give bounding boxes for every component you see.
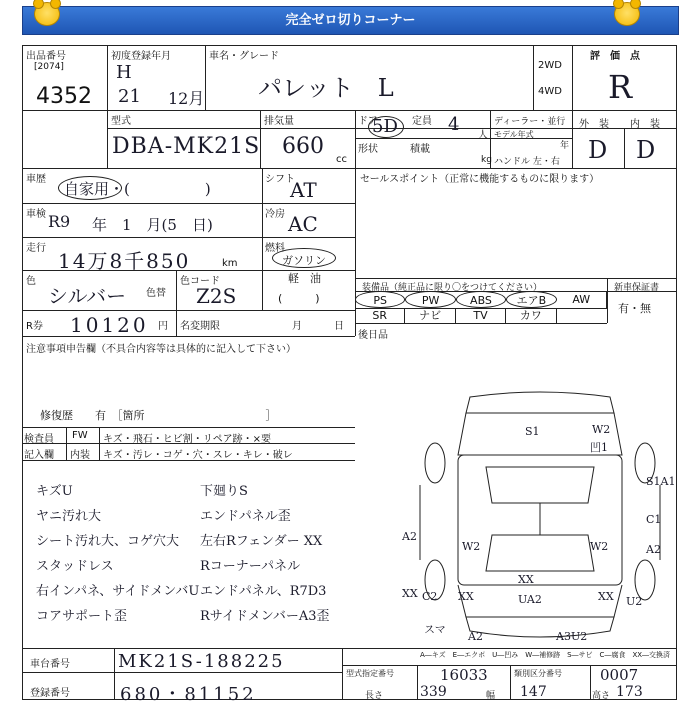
diagram-mark: C2 — [422, 590, 438, 603]
height-label: 高さ — [592, 691, 611, 701]
inspector-label: 検査員 — [24, 434, 54, 445]
displacement-label: 排気量 — [264, 116, 294, 127]
spec-number: 16033 — [440, 666, 488, 684]
diagram-mark: S1 — [525, 425, 540, 438]
handwritten-note: Rコーナーパネル — [200, 559, 301, 574]
capacity-value: 4 — [448, 114, 460, 135]
ac-label: 冷房 — [265, 209, 285, 220]
diagram-mark: UA2 — [518, 593, 542, 606]
lot-sub-number: [2074] — [34, 62, 64, 72]
inspection-date: 年 1 月(5 日) — [92, 216, 213, 234]
handwritten-note: キズU — [36, 484, 73, 499]
diagram-mark: C1 — [646, 513, 662, 526]
lot-number: 4352 — [36, 84, 92, 109]
fuel-gasoline: ガソリン — [282, 254, 326, 267]
capacity-unit: 人 — [478, 130, 488, 141]
first-registration-era: H — [116, 62, 132, 83]
handwritten-note: 右インパネ、サイドメンバU — [36, 584, 200, 599]
mileage-value: 14万8千850 — [58, 249, 191, 273]
diagram-legend: A―キズ E―エクボ U―凹み W―補修跡 S―サビ C―腐食 XX―交換済 — [420, 651, 671, 659]
diagram-mark: S1A1 — [646, 475, 676, 488]
handwritten-note: RサイドメンバーA3歪 — [200, 609, 330, 624]
usage-label: 車歴 — [26, 174, 46, 185]
diagram-mark: XX — [402, 587, 418, 600]
diagram-mark: A3U2 — [556, 630, 588, 643]
class-number: 0007 — [600, 666, 639, 684]
equipment-cell: SR — [355, 308, 405, 323]
equipment-label: 装備品（純正品に限り〇をつけてください） — [362, 283, 543, 293]
mileage-unit: km — [222, 258, 238, 269]
equipment-cell: AW — [557, 291, 607, 308]
diagram-mark: W2 — [590, 540, 609, 553]
diagram-mark: W2 — [592, 423, 611, 436]
length-label: 長さ — [365, 691, 384, 701]
exterior-score: D — [588, 136, 608, 164]
door-label: ドア — [358, 116, 378, 127]
name-change-label: 名変期限 — [180, 321, 220, 332]
diagram-mark: XX — [458, 590, 474, 603]
repair-history: 修復歴 有 ［箇所 ］ — [40, 409, 277, 422]
usage-circle — [58, 176, 122, 200]
handwritten-note: エンドパネル歪 — [200, 509, 291, 524]
recycle-unit: 円 — [158, 321, 168, 332]
color-code-value: Z2S — [196, 284, 237, 308]
chassis-number: MK21S-188225 — [118, 651, 285, 672]
handle-label: ハンドル 左・右 — [494, 157, 560, 167]
handwritten-note: エンドパネル、R7D3 — [200, 584, 327, 599]
class-label: 類別区分番号 — [514, 669, 562, 678]
model-type-label: 型式 — [111, 116, 131, 127]
entry-label: 記入欄 — [24, 450, 54, 461]
banner — [22, 6, 679, 35]
car-name-grade: パレット L — [258, 74, 394, 102]
notes-label: 注意事項申告欄（不具合内容等は具体的に記入して下さい） — [26, 344, 296, 355]
inspection-era: R9 — [48, 212, 71, 231]
exterior-label: 外 装 — [579, 119, 609, 130]
load-label: 積載 — [410, 144, 430, 155]
bear-mascot-icon-right — [614, 2, 640, 26]
first-registration-month: 12月 — [168, 89, 205, 108]
handwritten-note: 左右Rフェンダー XX — [200, 534, 323, 549]
lot-label: 出品番号 — [26, 51, 66, 62]
fuel-circle — [272, 248, 336, 268]
equipment-cell: PW — [405, 291, 455, 308]
bear-mascot-icon-left — [34, 2, 60, 26]
evaluation-label: 評 価 点 — [590, 51, 640, 62]
diagram-mark: A2 — [402, 530, 417, 543]
model-year-label: モデル年式 — [494, 130, 534, 139]
shift-value: AT — [290, 178, 317, 202]
recycle-amount: 10120 — [70, 313, 149, 337]
door-value: 5D — [372, 116, 398, 137]
interior-legend: キズ・汚レ・コゲ・穴・スレ・キレ・破レ — [103, 450, 293, 461]
dealer-label: ディーラー・並行 — [494, 117, 566, 127]
car-damage-diagram — [400, 385, 677, 647]
warranty-label: 新車保証書 — [614, 283, 660, 293]
name-change-day: 日 — [334, 321, 344, 332]
equipment-cell: TV — [456, 308, 506, 323]
evaluation-score: R — [608, 68, 633, 106]
handwritten-note: スタッドレス — [36, 559, 114, 574]
back-seat-label: 後日品 — [358, 330, 388, 341]
interior-label: 内 装 — [630, 119, 660, 130]
fuel-other: ( ) — [278, 292, 320, 305]
equipment-cell: ナビ — [405, 308, 455, 323]
handwritten-notes — [22, 480, 392, 640]
diagram-mark: 凹1 — [590, 441, 608, 454]
color-type-label: 色替 — [146, 288, 166, 299]
capacity-label: 定員 — [412, 116, 432, 127]
handwritten-note: シート汚れ大、コゲ穴大 — [36, 534, 180, 549]
length-value: 339 — [420, 684, 447, 700]
equipment-cell: カワ — [506, 308, 556, 323]
model-year-suffix: 年 — [560, 141, 570, 151]
shift-label: シフト — [265, 174, 295, 185]
warranty-value: 有・無 — [618, 302, 651, 315]
model-type: DBA-MK21S — [112, 134, 261, 159]
equipment-cell: PS — [355, 291, 405, 308]
height-value: 173 — [616, 684, 643, 700]
mileage-label: 走行 — [26, 243, 46, 254]
shape-label: 形状 — [358, 144, 378, 155]
diagram-mark: U2 — [626, 595, 643, 608]
usage-value: 自家用・( ) — [64, 180, 211, 198]
width-label: 幅 — [486, 691, 496, 701]
color-code-label: 色コード — [180, 276, 220, 287]
spec-label: 型式指定番号 — [346, 669, 394, 678]
name-change-month: 月 — [292, 321, 302, 332]
first-registration-year: 21 — [118, 86, 141, 107]
chassis-label: 車台番号 — [30, 659, 70, 670]
color-value: シルバー — [48, 284, 127, 308]
diagram-mark: XX — [518, 573, 534, 586]
ac-value: AC — [288, 212, 318, 236]
drive-4wd: 4WD — [538, 86, 562, 97]
width-value: 147 — [520, 684, 547, 700]
fw-legend: キズ・飛石・ヒビ割・リペア跡・×要 — [103, 434, 271, 445]
fuel-diesel: 軽 油 — [288, 272, 321, 285]
displacement-value: 660 — [282, 134, 324, 159]
color-label: 色 — [26, 276, 36, 287]
inspection-label: 車検 — [26, 209, 46, 220]
door-circle — [368, 116, 404, 138]
car-name-label: 車名・グレード — [209, 51, 279, 62]
fuel-label: 燃料 — [265, 243, 285, 254]
banner-title: 完全ゼロ切りコーナー — [285, 13, 416, 28]
registration-label: 登録番号 — [30, 688, 70, 699]
handwritten-note: 下廻りS — [200, 484, 248, 499]
equipment-grid — [355, 291, 607, 323]
load-unit: kg — [481, 155, 492, 165]
handwritten-note: コアサポート歪 — [36, 609, 128, 624]
drive-2wd: 2WD — [538, 60, 562, 71]
diagram-mark: A2 — [468, 630, 483, 643]
selling-points-label: セールスポイント（正常に機能するものに限ります） — [360, 174, 600, 185]
diagram-mark: A2 — [646, 543, 661, 556]
interior-row-label: 内装 — [70, 450, 90, 461]
interior-score: D — [636, 136, 656, 164]
equipment-cell: エアB — [506, 291, 556, 308]
diagram-mark: スマ — [424, 623, 446, 636]
diagram-mark: W2 — [462, 540, 481, 553]
recycle-label: R券 — [26, 321, 43, 332]
displacement-unit: cc — [336, 154, 347, 165]
equipment-cell: ABS — [456, 291, 506, 308]
diagram-mark: XX — [598, 590, 614, 603]
registration-number: 680・81152 — [120, 684, 257, 705]
fw-label: FW — [72, 430, 88, 441]
handwritten-note: ヤニ汚れ大 — [36, 509, 102, 524]
first-registration-label: 初度登録年月 — [111, 51, 171, 62]
